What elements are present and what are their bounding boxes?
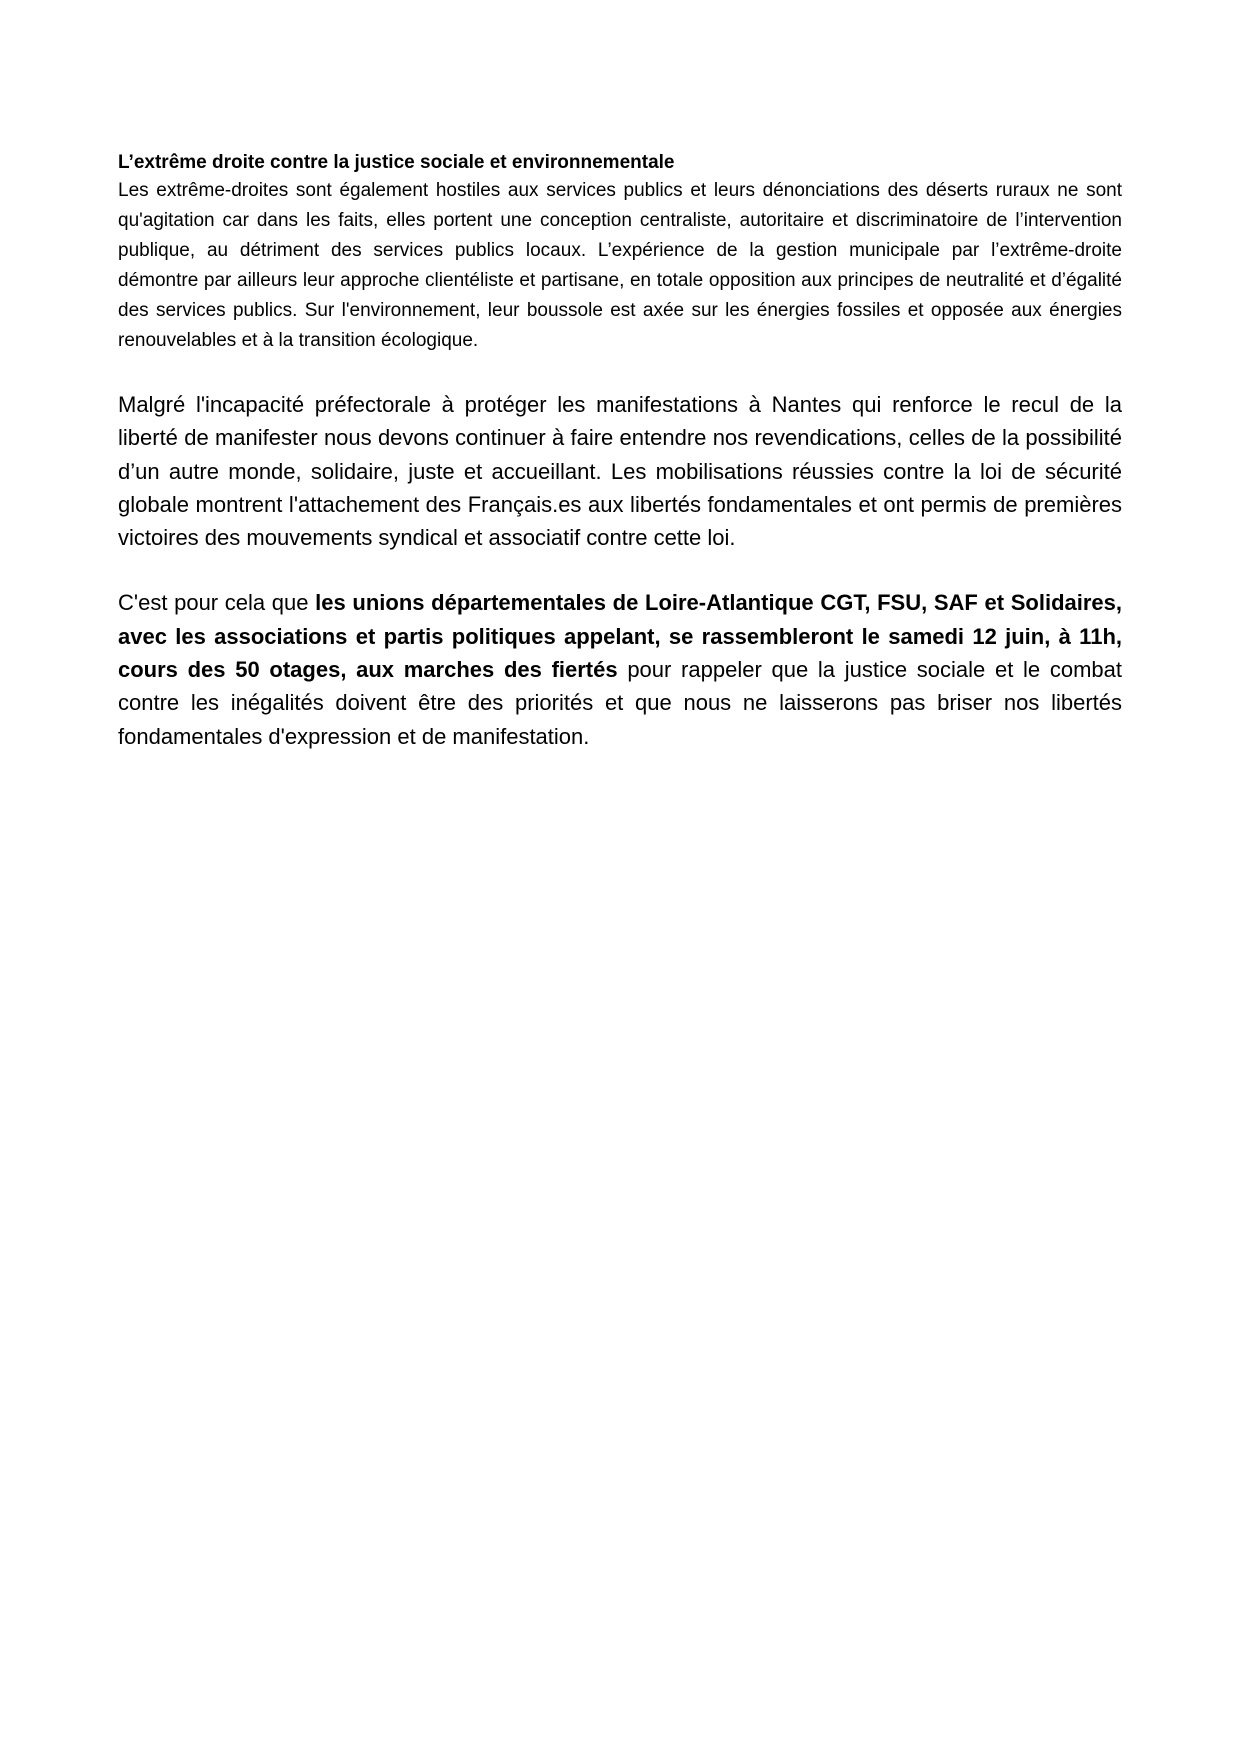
paragraph-spacer bbox=[118, 554, 1122, 586]
call-bold-text: les unions départementales de Loire-Atlantique CGT, FSU, SAF et Solidaires, avec les associations et partis politiques appelant, se rassembleront le samedi 12 juin, à 11h, cours des 50 otages, aux marches des fiertés bbox=[118, 590, 1123, 683]
paragraph-call-to-action bbox=[118, 586, 1122, 752]
paragraph-spacer bbox=[118, 356, 1122, 388]
call-end-text: pour rappeler que la justice sociale et le combat contre les inégalités doivent être des priorités et que nous ne laisserons pas briser nos libertés fondamentales d'expression et de manifestation. bbox=[118, 657, 1122, 749]
section-title: L’extrême droite contre la justice sociale et environnementale bbox=[118, 152, 675, 173]
paragraph-liberties: Malgré l'incapacité préfectorale à protéger les manifestations à Nantes qui renforce le recul de la liberté de manifester nous devons continuer à faire entendre nos revendications, celles de la possibilité d’un autre monde, solidaire, juste et accueillant. Les mobilisations réussies contre la loi de sécurité globale montrent l'attachement des Français.es aux libertés fondamentales et ont permis de premières victoires des mouvements syndical et associatif contre cette loi. bbox=[118, 392, 1122, 551]
call-intro-text: C'est pour cela que bbox=[118, 590, 316, 616]
paragraph-environment: Les extrême-droites sont également hostiles aux services publics et leurs dénonciations des déserts ruraux ne sont qu'agitation car dans les faits, elles portent une conception centraliste, autoritaire et discriminatoire de l’intervention publique, au détriment des services publics locaux. L’expérience de la gestion municipale par l’extrême-droite démontre par ailleurs leur approche clientéliste et partisane, en totale opposition aux principes de neutralité et d’égalité des services publics. Sur l'environnement, leur boussole est axée sur les énergies fossiles et opposée aux énergies renouvelables et à la transition écologique. bbox=[118, 180, 1122, 351]
document-body bbox=[118, 150, 1122, 753]
